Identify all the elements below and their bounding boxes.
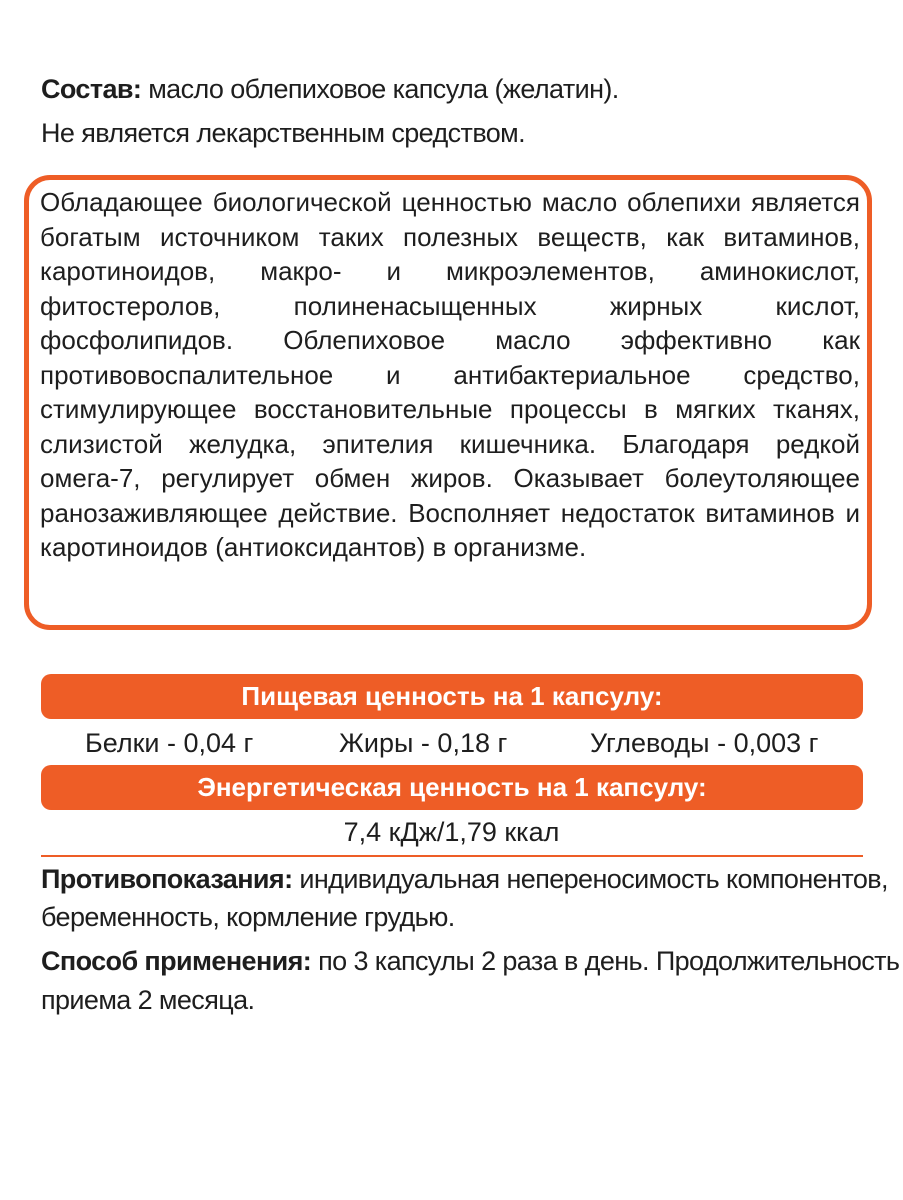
composition-label: Состав: [41, 74, 142, 104]
usage-label: Способ применения: [41, 946, 312, 976]
fats-value: Жиры - 0,18 г [339, 728, 508, 758]
nutrition-title-banner: Пищевая ценность на 1 капсулу: [41, 674, 863, 719]
energy-title-banner: Энергетическая ценность на 1 капсулу: [41, 765, 863, 810]
not-medicine-note: Не является лекарственным средством. [41, 118, 526, 148]
contraindications-text-1: индивидуальная непереносимость компонентов, [299, 864, 888, 894]
composition-line [41, 72, 619, 106]
energy-divider [41, 855, 863, 857]
proteins-value: Белки - 0,04 г [85, 728, 254, 758]
usage-text-1: по 3 капсулы 2 раза в день. Продолжительность [318, 946, 900, 976]
description-text: Обладающее биологической ценностью масло облепихи является богатым источником таких полезных веществ, как витаминов, каротиноидов, макро- и микроэлементов, аминокислот, фитостеролов, полиненасыщенных жирных кислот, фосфолипидов. Облепиховое масло эффективно как противовоспалительное и антибактериальное средство, стимулирующее восстановительные процессы в мягких тканях, слизистой желудка, эпителия кишечника. Благодаря редкой омега-7, регулирует обмен жиров. Оказывает болеутоляющее ранозаживляющее действие. Восполняет недостаток витаминов и каротиноидов (антиоксидантов) в организме. [40, 187, 860, 562]
usage-line1 [41, 944, 899, 978]
composition-text: масло облепиховое капсула (желатин). [148, 74, 619, 104]
carbs-value: Углеводы - 0,003 г [590, 728, 819, 758]
usage-line2: приема 2 месяца. [41, 985, 255, 1015]
energy-value: 7,4 кДж/1,79 ккал [343, 817, 560, 847]
contraindications-line1 [41, 862, 888, 896]
contraindications-label: Противопоказания: [41, 864, 293, 894]
contraindications-line2: беременность, кормление грудью. [41, 902, 455, 932]
